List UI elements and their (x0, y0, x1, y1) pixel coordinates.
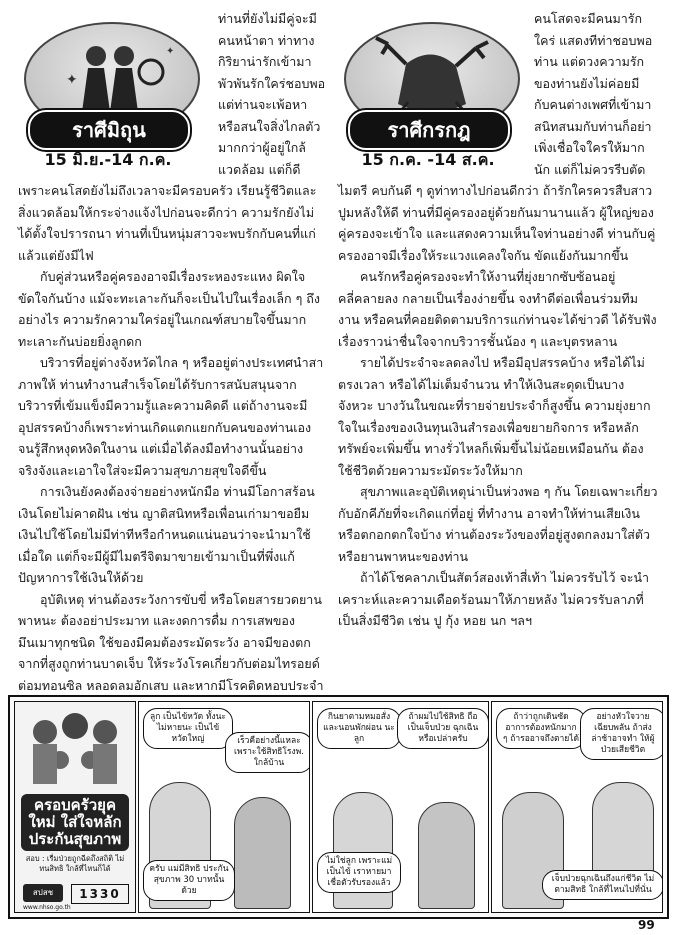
cancer-paragraph-love: คนโสดจะมีคนมารักใคร่ แสดงทีท่าชอบพอท่าน แต่ดวงความรักของท่านยังไม่ค่อยมี กับคนต่างเพศที่เข้ามาสนิทสนมกับท่านก็อย่าเพิ่งเชื่อใจใครให้มากนัก แต่ก็ไม่ควรรีบตัดไมตรี คบกันดี ๆ ดูท่าทางไปก่อนดีกว่า ถ้ารักใครควรสืบสาวปูมหลังให้ดี ท่านที่มีคู่ครองอยู่ด้วยกันมานานแล้ว ผู้ใหญ่ของคู่ครองจะเข้าใจ และแสดงความเห็นใจท่านอย่างดี ท่านกับคู่ครองอาจมีเรื่องให้ระแวงแคลงใจกัน ขัดแย้งกันมากขึ้น (338, 11, 656, 263)
poster-subtitle: สอบ : เรื่มป่วยถูกฉีดถึงสถิติ ไม่ทนสิทธิ ใกล้ที่ไหนก็ได้ (25, 854, 125, 873)
cancer-paragraph-work: คนรักหรือคู่ครองจะทำให้งานที่ยุ่งยากซับซ้อนอยู่คลี่คลายลง กลายเป็นเรื่องง่ายขึ้น จงทำดีต่อเพื่อนร่วมทีมงาน หรือคนที่คอยติดตามบริการแก่ท่านจะได้ข่าวดี ได้รับฟังเรื่องราวน่าชื่นใจจากบริวารชั้นน้อง ๆ และบุตรหลาน (338, 269, 657, 349)
gemini-horoscope-text (18, 8, 326, 718)
speech-bubble-2: เร็วคือย่างนี้แหละ เพราะใช้สิทธิโรงพ. ใกล้บ้าน (225, 732, 310, 773)
family-illustration-icon (15, 702, 135, 792)
cancer-paragraph-health: สุขภาพและอุบัติเหตุน่าเป็นห่วงพอ ๆ กัน โดยเฉพาะเกี่ยวกับอักคีภัยที่จะเกิดแก่ที่อยู่ ที่ทำงาน อาจทำให้ท่านเสียเงิน หรือตกอกตกใจบ้าง ท่านต้องระวังของที่อยู่สูงตกลงมาใส่ตัว หรือยานพาหนะของท่าน (338, 484, 658, 564)
gemini-paragraph-finance: การเงินยังคงต้องจ่ายอย่างหนักมือ ท่านมีโอกาสร้อนเงินโดยไม่คาดฝัน เช่น ญาติสนิทหรือเพื่อนเก่ามาขอยืมเงินไปใช้โดยไม่มีท่าทีหรือกำหนดแน่นอนว่าจะนำมาใช้เมื่อใด แต่ก็จะมีผู้มีไมตรีจิตมาขายเข้ามาเป็นที่พึ่งแก้ปัญหาการใช้เงินให้ด้วย (18, 484, 315, 585)
son-figure (234, 797, 291, 909)
speech-bubble-5: ไม่ใช่ลูก เพราะแม่เป็นไข้ เราหายมา เชื่อตัวรับรองแล้ว (317, 852, 401, 893)
gemini-paragraph-work: บริวารที่อยู่ต่างจังหวัดไกล ๆ หรืออยู่ต่างประเทศนำสาภาพให้ ท่านทำงานสำเร็จโดยได้รับการสนับสนุนจากบริวารที่เข้มแข็งมีความรู้และความคิดดี แต่ถ้างานจะมีอุปสรรคบ้างก็เพราะท่านเกิดแตกแยกกับคนของท่านเองจนรู้สึกหงุดหงิดในงาน แต่เมื่อได้ลงมือทำงานนั้นอย่างจริงจังและเอาใจใส่จะมีความสุขภายสุขใจดีขึ้น (18, 355, 324, 478)
speech-bubble-9: เจ็บป่วยฉุกเฉินถึงแก่ชีวิต ไม่ตามสิทธิ ใกล้ที่ไหนไปที่นั่น (542, 870, 663, 900)
cancer-paragraph-luck: ถ้าได้โชคลาภเป็นสัตว์สองเท้าสี่เท้า ไม่ควรรับไว้ จะนำเคราะห์และความเดือดร้อนมาให้ภายหลัง ไม่ควรรับลาภที่เป็นสิ่งมีชีวิต เช่น ปู กุ้ง หอย นก ฯลฯ (338, 570, 650, 628)
speech-bubble-4: กินยาตามหมอสั่ง และนอนพักผ่อน นะลูก (317, 708, 401, 749)
son-figure-2 (418, 802, 475, 909)
comic-panel-1 (138, 701, 310, 913)
cancer-sign-dates: 15 ก.ค. -14 ส.ค. (361, 150, 495, 169)
mother-figure-3 (592, 782, 654, 884)
svg-text:✦: ✦ (66, 72, 78, 88)
gemini-sign-dates: 15 มิ.ย.-14 ก.ค. (44, 150, 172, 169)
comic-panel-2 (312, 701, 489, 913)
gemini-paragraph-health: อุบัติเหตุ ท่านต้องระวังการขับขี่ หรือโดยสารยวดยานพาหนะ ต้องอย่าประมาท และงดการดื่ม การเสพของมึนเมาทุกชนิด ใช้ของมีคมต้องระมัดระวัง อาจมีของตกจากที่สูงถูกท่านบาดเจ็บ ให้ระวังโรคเกี่ยวกับต่อมไทรอยด์ ต่อมทอนซิล หลอดลมอักเสบ และหากมีโรคติดหอบประจำ (18, 591, 324, 693)
speech-bubble-8: อย่างหัวใจวาย เฉียบพลัน ถ้าส่งล่าช้าอาจทำ ให้ผู้ป่วยเสียชีวิต (580, 708, 663, 760)
poster-url: www.nhso.go.th (23, 904, 71, 911)
cancer-sign-name: ราศีกรกฎ (348, 110, 510, 150)
gemini-sign-name: ราศีมิถุน (28, 110, 190, 150)
gemini-paragraph-love: ท่านที่ยังไม่มีคู่จะมีคนหน้าตา ท่าทางกิริยาน่ารักเข้ามาพัวพันรักใคร่ชอบพอ แต่ท่านจะเพ้อหาหรือสนใจสิ่งไกลตัวมากกว่าผู้อยู่ใกล้แวดล้อม แต่ก็ดีเพราะคนโสดยังไม่ถึงเวลาจะมีครอบครัว เรียนรู้ชีวิตและสิ่งแวดล้อมให้กระจ่างแจ้งไปก่อนจะดีกว่า ความรักยังไม่ได้ตั้งใจปรารถนา ท่านที่เป็นหนุ่มสาวจะพบรักกับคนที่แก่แล้วแต่ยังมีไฟ (18, 11, 326, 263)
gemini-paragraph-partner: กับคู่ส่วนหรือคู่ครองอาจมีเรื่องระหองระแหง ผิดใจ ขัดใจกันบ้าง แม้จะทะเลาะกันก็จะเป็นไปในเรื่องเล็ก ๆ ถึงอย่างไร ความรักความใคร่อยู่ในเกณฑ์สบายใจขึ้นมาก ทะเลาะกันบ่อยยิ่งลูกดก (18, 269, 320, 349)
speech-bubble-7: ถ้าว่าถูกเดินซัด อาการต้องหนักมาก ๆ ถ้ารออาจถึงตายได้ (496, 708, 586, 749)
comic-poster-panel (14, 701, 136, 913)
hotline-number: 1330 (71, 884, 129, 904)
health-insurance-comic-ad (8, 695, 669, 919)
speech-bubble-1: ลูก เป็นไข้หวัด ทั้งนะ ไม่หายนะ เป็นไข้หวัดใหญ่ (143, 708, 233, 749)
speech-bubble-3: ครับ แม่มีสิทธิ ประกันสุขภาพ 30 บาทนั้นด้วย (143, 860, 235, 901)
comic-panel-3 (491, 701, 663, 913)
nhso-logo: สปสช (23, 884, 63, 902)
cancer-paragraph-finance: รายได้ประจำจะลดลงไป หรือมีอุปสรรคบ้าง หรือได้ไม่ตรงเวลา หรือได้ไม่เต็มจำนวน ทำให้เงินสะดุดเป็นบางจังหวะ บางวันในขณะที่รายจ่ายประจำก็สูงขึ้น ความยุ่งยากใจในเรื่องของเงินทุนเงินสำรองเพื่อขยายกิจการ หรือหลักทรัพย์จะเพิ่มขึ้น ทางรั่วไหลก็เพิ่มขึ้นไม่น้อยเหมือนกัน ต้องใช้ชีวิตด้วยความระมัดระวังให้มาก (338, 355, 651, 478)
cancer-horoscope-text (338, 8, 658, 632)
svg-text:✦: ✦ (166, 46, 175, 57)
poster-title: ครอบครัวยุคใหม่ ใส่ใจหลัก ประกันสุขภาพ (21, 794, 129, 851)
page-number: 99 (638, 918, 655, 932)
speech-bubble-6: ถ้าผมไปใช้สิทธิ ถือเป็นเจ็บป่วย ฉุกเฉินหรือเปล่าครับ (397, 708, 489, 749)
